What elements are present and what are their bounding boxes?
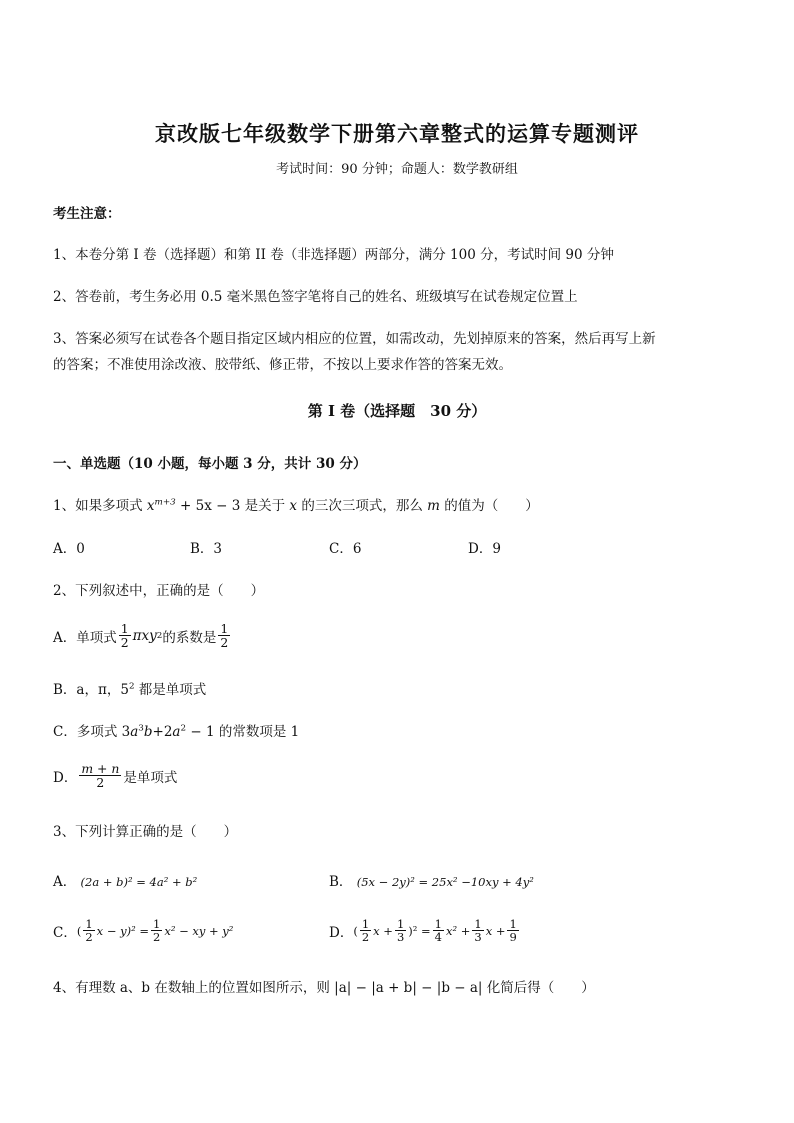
q3-c-frac-1 [83,918,94,943]
question-3-stem: 3、下列计算正确的是（ ） [53,824,238,840]
q1-option-b[interactable]: B．3 [190,541,223,557]
q1-var-x2: x [289,498,298,514]
q2-a-var: πxy [132,627,157,644]
q2-b-post: 都是单项式 [134,682,207,698]
q2-option-a[interactable] [53,622,232,649]
q2-d-fraction [79,762,121,789]
q3-d-frac-3 [433,918,444,943]
q3-c-frac1-num: 1 [85,917,93,931]
notice-heading: 考生注意： [53,206,121,222]
q1-var-m: m [427,498,440,514]
q2-a-fraction [119,622,131,649]
q2-option-b[interactable] [53,678,206,698]
q2-c-a: a [130,724,139,740]
q3-d-x: x + [373,923,393,938]
q3-c-frac2-den: 2 [153,930,161,945]
q2-a-frac-den: 2 [120,635,129,651]
q1-text-mid2: 的三次三项式，那么 [297,498,428,514]
question-4-stem: 4、有理数 a、b 在数轴上的位置如图所示，则 |a| − |a + b| − |b − a| 化简后得（ ） [53,980,595,996]
q3-c-tail: x² − xy + y² [164,923,234,938]
q2-c-a2-exp: 2 [180,723,187,734]
q3-c-mid: x − y)² = [96,923,149,938]
q3-d-frac4-num: 1 [474,917,482,931]
section-title: 第 I 卷（选择题 30 分） [307,402,487,420]
q3-d-frac5-den: 9 [509,930,517,945]
notice-item-3-cont: 的答案；不准使用涂改液、胶带纸、修正带，不按以上要求作答的答案无效。 [53,357,512,373]
q1-text-post: 的值为（ ） [439,498,539,514]
q1-text-pre: 1、如果多项式 [53,498,147,514]
q2-option-c[interactable] [53,720,299,740]
q3-d-x2: x² + [445,923,471,938]
q3-c-label: C． [53,924,77,941]
q2-c-mid: +2 [152,724,173,740]
q2-b-exp: 2 [128,681,135,692]
q3-d-frac2-den: 3 [396,930,405,945]
q2-c-a2: a [172,724,181,740]
q3-c-frac2-num: 1 [153,917,161,931]
q3-d-frac3-den: 4 [434,930,442,945]
q3-d-frac5-num: 1 [509,917,517,931]
q1-exponent: m+3 [154,497,176,508]
q3-d-frac-2 [395,918,406,943]
q3-d-frac3-num: 1 [434,917,442,931]
question-2-stem: 2、下列叙述中，正确的是（ ） [53,583,265,599]
q3-d-frac-4 [472,918,483,943]
q2-c-b: b [143,724,153,740]
q3-d-frac1-num: 1 [361,917,370,931]
q3-option-d[interactable] [329,918,521,943]
q3-a-expr: (2a + b)² = 4a² + b² [80,875,198,889]
q3-d-open: ( [353,923,358,938]
notice-item-3: 3、答案必须写在试卷各个题目指定区域内相应的位置，如需改动，先划掉原来的答案，然后再写上新 [53,331,656,347]
q3-c-open: ( [76,923,82,938]
q2-a-frac2-den: 2 [220,635,229,651]
q2-a-fraction-2 [218,622,230,649]
q3-d-label: D． [329,924,354,941]
q3-a-label: A． [53,874,77,890]
q1-option-d[interactable]: D．9 [468,541,501,557]
q3-d-frac-1 [360,918,371,943]
q2-c-pre: C．多项式 3 [53,724,131,740]
q2-d-post: 是单项式 [123,769,178,786]
q2-b-text: B．a，π，5 [53,682,129,698]
q2-a-mid: 的系数是 [162,629,217,646]
q2-option-d[interactable] [53,762,177,789]
notice-item-2: 2、答卷前，考生务必用 0.5 毫米黑色签字笔将自己的姓名、班级填写在试卷规定位置上 [53,289,578,305]
q1-option-c[interactable]: C．6 [329,541,362,557]
q3-d-frac1-den: 2 [361,930,370,945]
q3-option-a[interactable] [53,870,197,890]
q3-d-frac4-den: 3 [474,930,482,945]
page-title: 京改版七年级数学下册第六章整式的运算专题测评 [155,121,639,146]
page-subtitle: 考试时间：90 分钟；命题人：数学教研组 [276,162,518,177]
q2-d-pre: D． [53,769,78,786]
q2-c-a-exp: 3 [138,723,144,734]
q1-text-mid: + 5x − 3 是关于 [175,498,290,514]
notice-item-1: 1、本卷分第 I 卷（选择题）和第 II 卷（非选择题）两部分，满分 100 分，考试时间 90 分钟 [53,247,614,263]
q2-a-exp: 2 [156,630,163,641]
q2-c-post: − 1 的常数项是 1 [186,724,300,740]
q3-b-label: B． [329,874,353,890]
q2-d-frac-num: m + n [81,761,120,776]
q2-a-frac-num: 1 [120,621,129,636]
q3-d-frac-5 [507,918,518,943]
q3-c-frac-2 [151,918,162,943]
q3-d-frac2-num: 1 [396,917,405,931]
q3-b-expr: (5x − 2y)² = 25x² −10xy + 4y² [356,875,534,889]
q3-option-c[interactable] [53,918,233,943]
q1-var-x: x [146,498,155,514]
q3-d-x3: x + [485,923,506,938]
question-1-stem [53,494,539,514]
q3-c-frac1-den: 2 [85,930,93,945]
q2-d-frac-den: 2 [96,775,105,791]
q3-d-eq: )² = [408,923,431,938]
q2-a-frac2-num: 1 [220,621,229,636]
q1-option-a[interactable]: A．0 [53,541,85,557]
q3-option-b[interactable] [329,870,534,890]
q2-a-pre: A．单项式 [53,629,117,646]
part-heading: 一、单选题（10 小题，每小题 3 分，共计 30 分） [53,456,367,472]
